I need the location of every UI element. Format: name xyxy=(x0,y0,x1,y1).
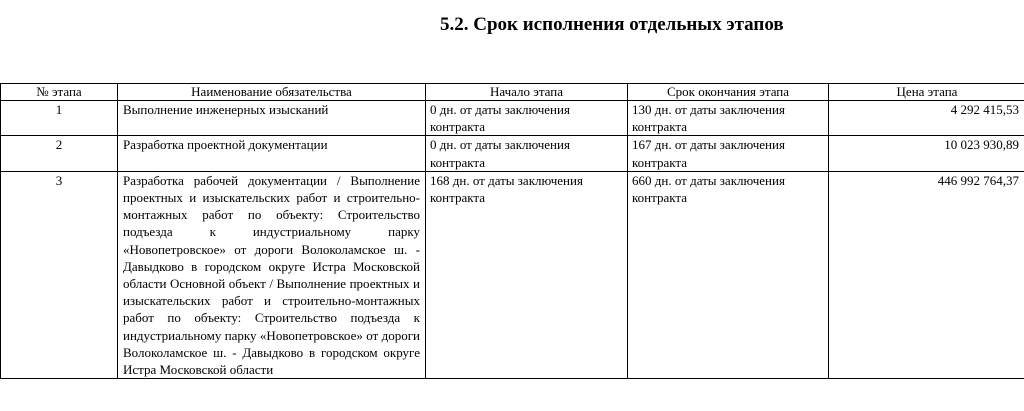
table-row xyxy=(1,171,1024,378)
stage-obligation: Разработка рабочей документации / Выполнение проектных и изыскательских работ и строительно-монтажных работ по объекту: Строительство подъезда к индустриальному парку «Новопетровское» от дороги Волоколамское ш. - Давыдково в городском округе Истра Московской области Основной объект / Выполнение проектных и изыскательских работ и строительно-монтажных работ по объекту: Строительство подъезда к индустриальному парку «Новопетровское» от дороги Волоколамское ш. - Давыдково в городском округе Истра Московской области xyxy=(118,171,426,378)
table-row xyxy=(1,101,1024,136)
stage-end: 660 дн. от даты заключения контракта xyxy=(628,171,829,378)
header-end: Срок окончания этапа xyxy=(628,84,829,101)
section-title: 5.2. Срок исполнения отдельных этапов xyxy=(440,14,784,35)
stage-obligation: Выполнение инженерных изысканий xyxy=(118,101,426,136)
stage-price: 4 292 415,53 xyxy=(829,101,1024,136)
stage-obligation: Разработка проектной документации xyxy=(118,136,426,171)
stages-table xyxy=(0,83,1024,379)
table-row xyxy=(1,136,1024,171)
stage-number: 2 xyxy=(1,136,118,171)
stage-end: 130 дн. от даты заключения контракта xyxy=(628,101,829,136)
stage-start: 0 дн. от даты заключения контракта xyxy=(426,136,628,171)
header-start: Начало этапа xyxy=(426,84,628,101)
stage-number: 3 xyxy=(1,171,118,378)
stage-start: 0 дн. от даты заключения контракта xyxy=(426,101,628,136)
stage-start: 168 дн. от даты заключения контракта xyxy=(426,171,628,378)
stage-end: 167 дн. от даты заключения контракта xyxy=(628,136,829,171)
stage-number: 1 xyxy=(1,101,118,136)
header-stage-no: № этапа xyxy=(1,84,118,101)
table-header-row xyxy=(1,84,1024,101)
stage-price: 446 992 764,37 xyxy=(829,171,1024,378)
header-price: Цена этапа xyxy=(829,84,1024,101)
header-obligation: Наименование обязательства xyxy=(118,84,426,101)
stage-price: 10 023 930,89 xyxy=(829,136,1024,171)
